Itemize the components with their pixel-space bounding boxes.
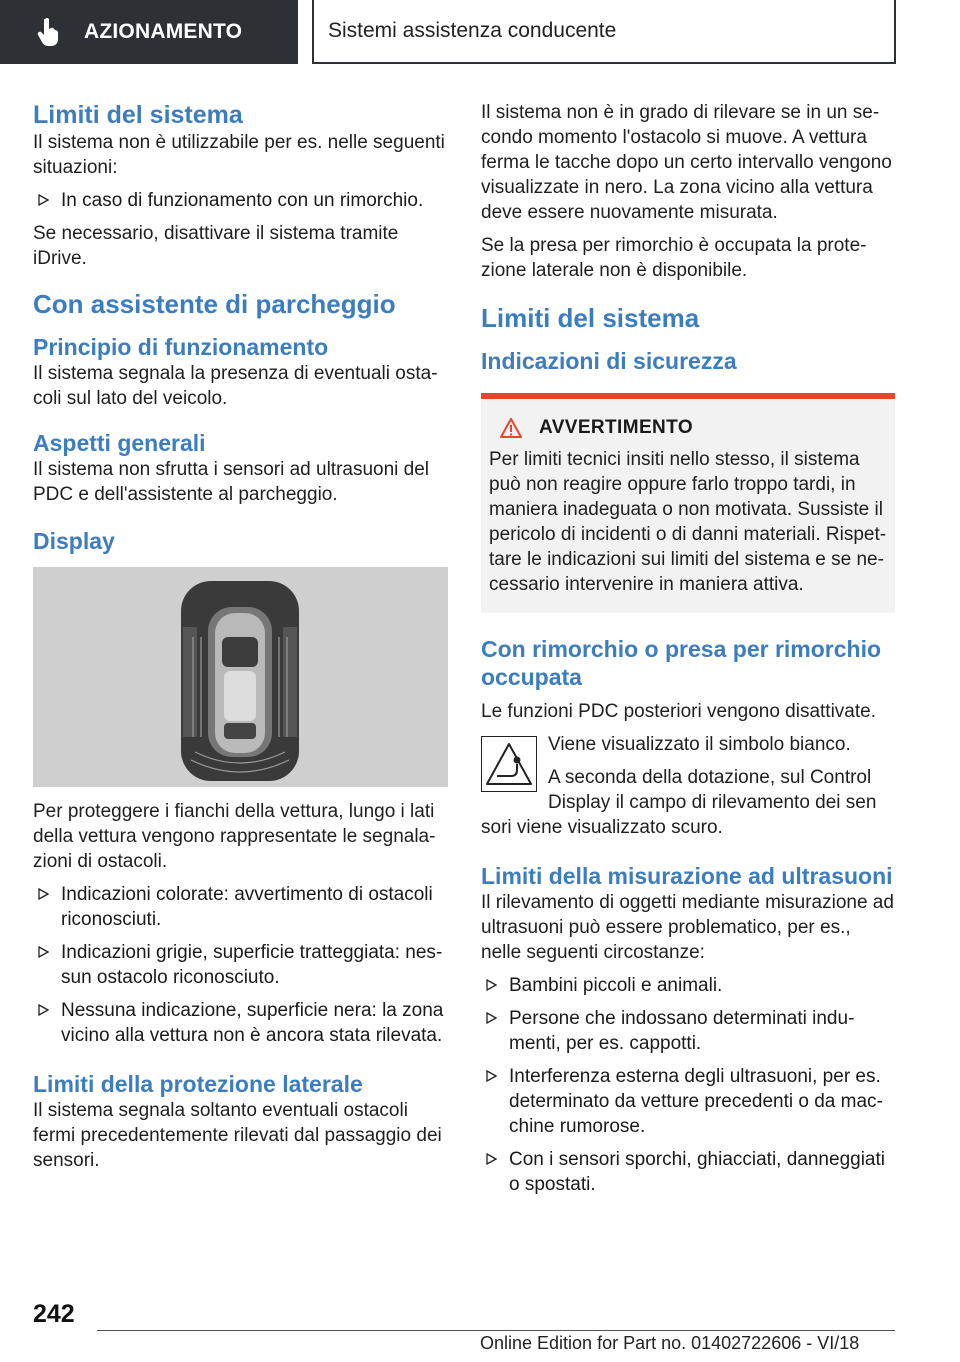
triangle-bullet-icon — [485, 1070, 497, 1082]
paragraph: sori viene visualizzato scuro. — [481, 817, 723, 838]
chapter-header — [312, 0, 896, 64]
heading-display: Display — [33, 528, 115, 554]
heading-assistente-parcheggio: Con assistente di parcheggio — [33, 289, 396, 319]
list-item: Indicazioni colorate: avvertimento di ostacoli riconosciuti. — [33, 882, 449, 932]
heading-principio: Principio di funzionamento — [33, 334, 329, 360]
bullet-list — [33, 188, 449, 213]
triangle-bullet-icon — [37, 1004, 49, 1016]
heading-sicurezza: Indicazioni di sicurezza — [481, 348, 737, 374]
list-item: In caso di funzionamento con un rimorchio. — [33, 188, 449, 213]
ultrasound-list — [481, 973, 895, 1197]
heading-rimorchio: Con rimorchio o presa per rimorchio occupata — [481, 636, 882, 690]
section-label: AZIONAMENTO — [84, 20, 243, 43]
triangle-bullet-icon — [37, 946, 49, 958]
heading-aspetti: Aspetti generali — [33, 430, 206, 456]
trailer-hitch-warning-icon — [481, 736, 537, 792]
paragraph: Il sistema segnala la presenza di eventuali ostacoli sul lato del veicolo. — [33, 363, 438, 409]
left-column — [33, 100, 449, 1173]
paragraph: Per proteggere i fianchi della vettura, lungo i lati della vettura vengono rappresentate le segnalazioni di ostacoli. — [33, 801, 436, 872]
heading-limiti-sistema-2: Limiti del sistema — [481, 303, 700, 333]
heading-limiti-sistema: Limiti del sistema — [33, 101, 243, 129]
list-item: Con i sensori sporchi, ghiacciati, danneggiati o spostati. — [481, 1147, 895, 1197]
paragraph: Le funzioni PDC posteriori vengono disattivate. — [481, 701, 877, 722]
display-list — [33, 882, 449, 1048]
triangle-bullet-icon — [37, 194, 49, 206]
chapter-title: Sistemi assistenza conducente — [328, 19, 617, 42]
list-item: Persone che indossano determinati indumenti, per es. cappotti. — [481, 1006, 895, 1056]
heading-ultrasuoni: Limiti della misurazione ad ultrasuoni — [481, 863, 893, 889]
list-item: Nessuna indicazione, superficie nera: la zona vicino alla vettura non è ancora stata rilevata. — [33, 998, 449, 1048]
paragraph: Il rilevamento di oggetti mediante misurazione ad ultrasuoni può essere problematico, per es., nelle seguenti circostanze: — [481, 892, 894, 963]
paragraph: Se la presa per rimorchio è occupata la protezione laterale non è disponibile. — [481, 235, 867, 281]
triangle-bullet-icon — [485, 979, 497, 991]
paragraph: Il sistema non è in grado di rilevare se in un secondo momento l'ostacolo si muove. A vettura ferma le tacche dopo un certo intervallo vengono visualizzate in nero. La zona vicino alla vettura deve essere nuovamente misurata. — [481, 102, 892, 223]
paragraph: Il sistema non sfrutta i sensori ad ultrasuoni del PDC e dell'assistente al parcheggio. — [33, 459, 430, 505]
side-protection-display-image — [33, 567, 448, 787]
list-item: Indicazioni grigie, superficie tratteggiata: nessun ostacolo riconosciuto. — [33, 940, 449, 990]
heading-protezione-laterale: Limiti della protezione laterale — [33, 1071, 363, 1097]
warning-triangle-icon — [499, 417, 523, 439]
paragraph: Se necessario, disattivare il sistema tramite iDrive. — [33, 223, 399, 269]
section-tab — [0, 0, 298, 64]
list-item: Bambini piccoli e animali. — [481, 973, 895, 998]
paragraph: Il sistema non è utilizzabile per es. nelle seguenti situazioni: — [33, 132, 445, 178]
paragraph: Il sistema segnala soltanto eventuali ostacoli fermi precedentemente rilevati dal passaggio dei sensori. — [33, 1100, 442, 1171]
triangle-bullet-icon — [485, 1012, 497, 1024]
page-number: 242 — [33, 1300, 75, 1328]
footer-divider — [97, 1330, 895, 1331]
warning-title: AVVERTIMENTO — [539, 417, 693, 438]
footer-edition: Online Edition for Part no. 01402722606 - VI/18 — [480, 1333, 860, 1353]
list-item: Interferenza esterna degli ultrasuoni, per es. determinato da vetture precedenti o da macchine rumorose. — [481, 1064, 895, 1139]
triangle-bullet-icon — [37, 888, 49, 900]
paragraph: A seconda della dotazione, sul Control Display il campo di rilevamento dei sen — [548, 767, 877, 813]
warning-text: Per limiti tecnici insiti nello stesso, il sistema può non reagire oppure farlo troppo tardi, in maniera inadeguata o non motivata. Sussiste il pericolo di incidenti o di danni materiali. Rispettare le indicazioni sui limiti del sistema e se necessario intervenire in maniera attiva. — [489, 449, 887, 595]
hand-pointer-icon — [36, 17, 62, 47]
warning-box — [481, 399, 895, 613]
paragraph: Viene visualizzato il simbolo bianco. — [548, 734, 851, 755]
symbol-row — [481, 732, 895, 840]
right-column — [481, 100, 895, 1197]
triangle-bullet-icon — [485, 1153, 497, 1165]
